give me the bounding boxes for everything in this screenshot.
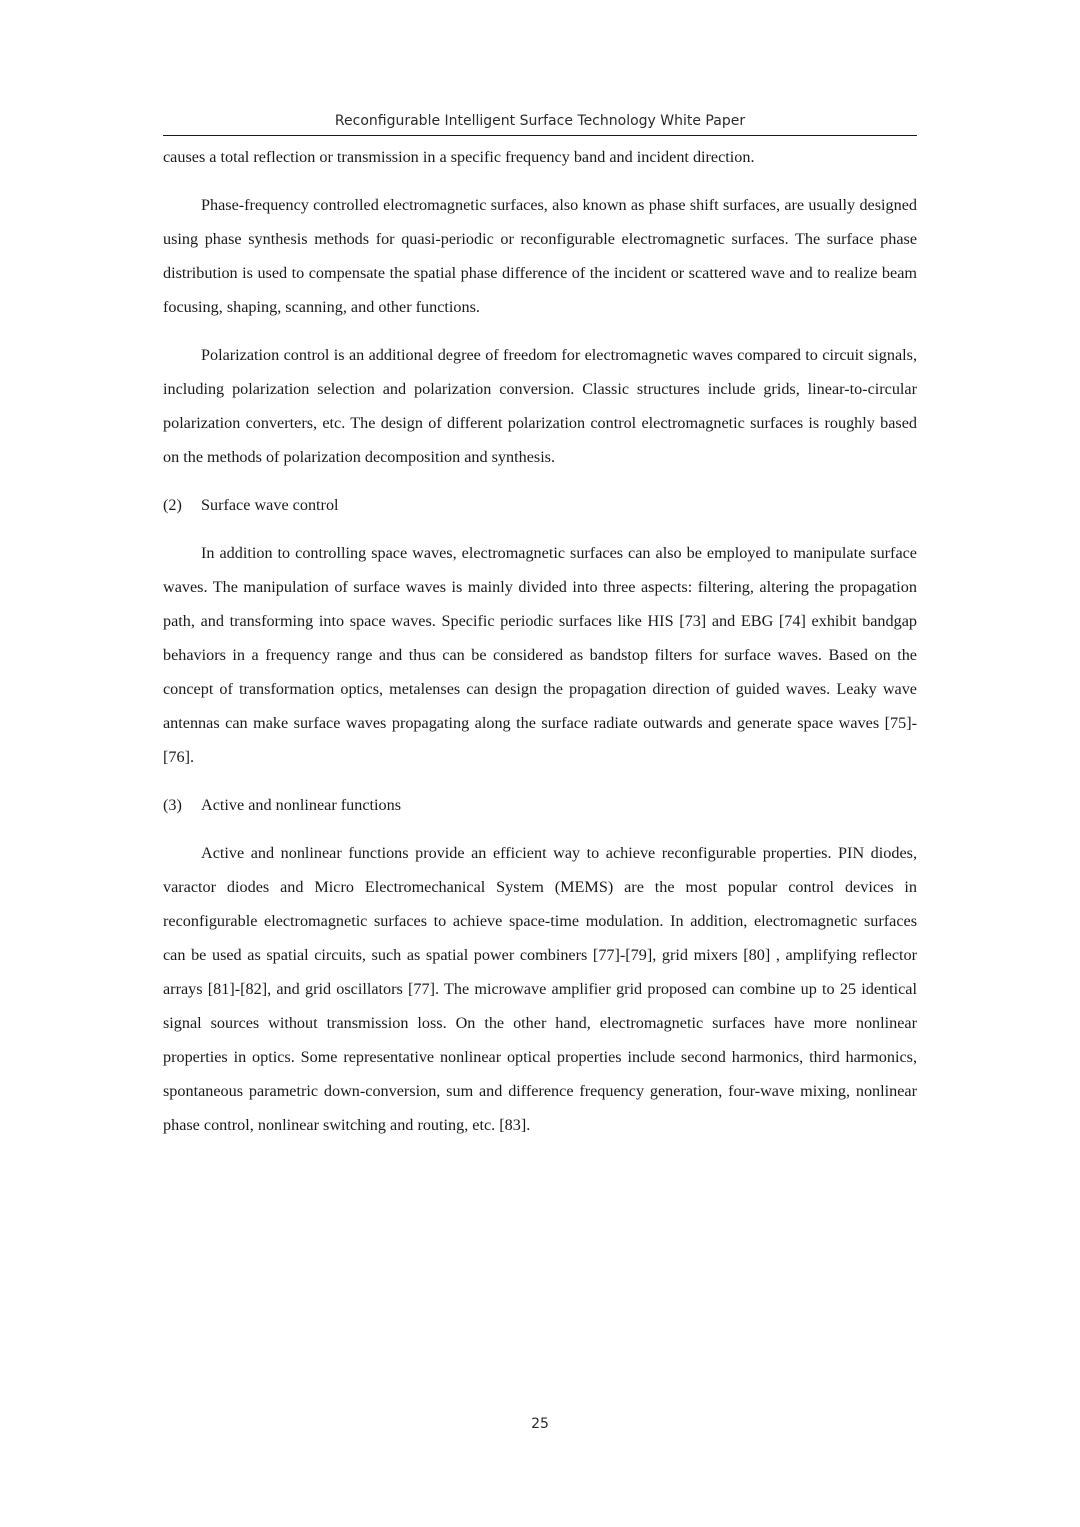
running-header bbox=[163, 111, 917, 136]
section-title: Surface wave control bbox=[201, 496, 339, 514]
section-title: Active and nonlinear functions bbox=[201, 796, 402, 814]
paragraph-phase-frequency: Phase-frequency controlled electromagnetic surfaces, also known as phase shift surfaces, are usually designed using phase synthesis methods for quasi-periodic or reconfigurable electromagnetic surfaces. The surface phase distribution is used to compensate the spatial phase difference of the incident or scattered wave and to realize beam focusing, shaping, scanning, and other functions. bbox=[163, 196, 917, 316]
section-heading-surface-wave bbox=[163, 488, 917, 522]
paragraph-continuation: causes a total reflection or transmission in a specific frequency band and incident direction. bbox=[163, 148, 755, 166]
section-number: (3) bbox=[163, 796, 182, 814]
paragraph-surface-wave: In addition to controlling space waves, electromagnetic surfaces can also be employed to manipulate surface waves. The manipulation of surface waves is mainly divided into three aspects: filtering, altering the propagation path, and transforming into space waves. Specific periodic surfaces like HIS [73] and EBG [74] exhibit bandgap behaviors in a frequency range and thus can be considered as bandstop filters for surface waves. Based on the concept of transformation optics, metalenses can design the propagation direction of guided waves. Leaky wave antennas can make surface waves propagating along the surface radiate outwards and generate space waves [75]-[76]. bbox=[163, 544, 917, 766]
page-number: 25 bbox=[531, 1416, 549, 1432]
header-title: Reconfigurable Intelligent Surface Technology White Paper bbox=[334, 113, 746, 129]
body-text bbox=[163, 140, 917, 1156]
paragraph-active-nonlinear: Active and nonlinear functions provide an efficient way to achieve reconfigurable properties. PIN diodes, varactor diodes and Micro Electromechanical System (MEMS) are the most popular control devices in reconfigurable electromagnetic surfaces to achieve space-time modulation. In addition, electromagnetic surfaces can be used as spatial circuits, such as spatial power combiners [77]-[79], grid mixers [80] , amplifying reflector arrays [81]-[82], and grid oscillators [77]. The microwave amplifier grid proposed can combine up to 25 identical signal sources without transmission loss. On the other hand, electromagnetic surfaces have more nonlinear properties in optics. Some representative nonlinear optical properties include second harmonics, third harmonics, spontaneous parametric down-conversion, sum and difference frequency generation, four-wave mixing, nonlinear phase control, nonlinear switching and routing, etc. [83]. bbox=[163, 844, 917, 1134]
section-number: (2) bbox=[163, 496, 182, 514]
paragraph-polarization: Polarization control is an additional degree of freedom for electromagnetic waves compared to circuit signals, including polarization selection and polarization conversion. Classic structures include grids, linear-to-circular polarization converters, etc. The design of different polarization control electromagnetic surfaces is roughly based on the methods of polarization decomposition and synthesis. bbox=[163, 346, 917, 466]
section-heading-active-nonlinear bbox=[163, 788, 917, 822]
